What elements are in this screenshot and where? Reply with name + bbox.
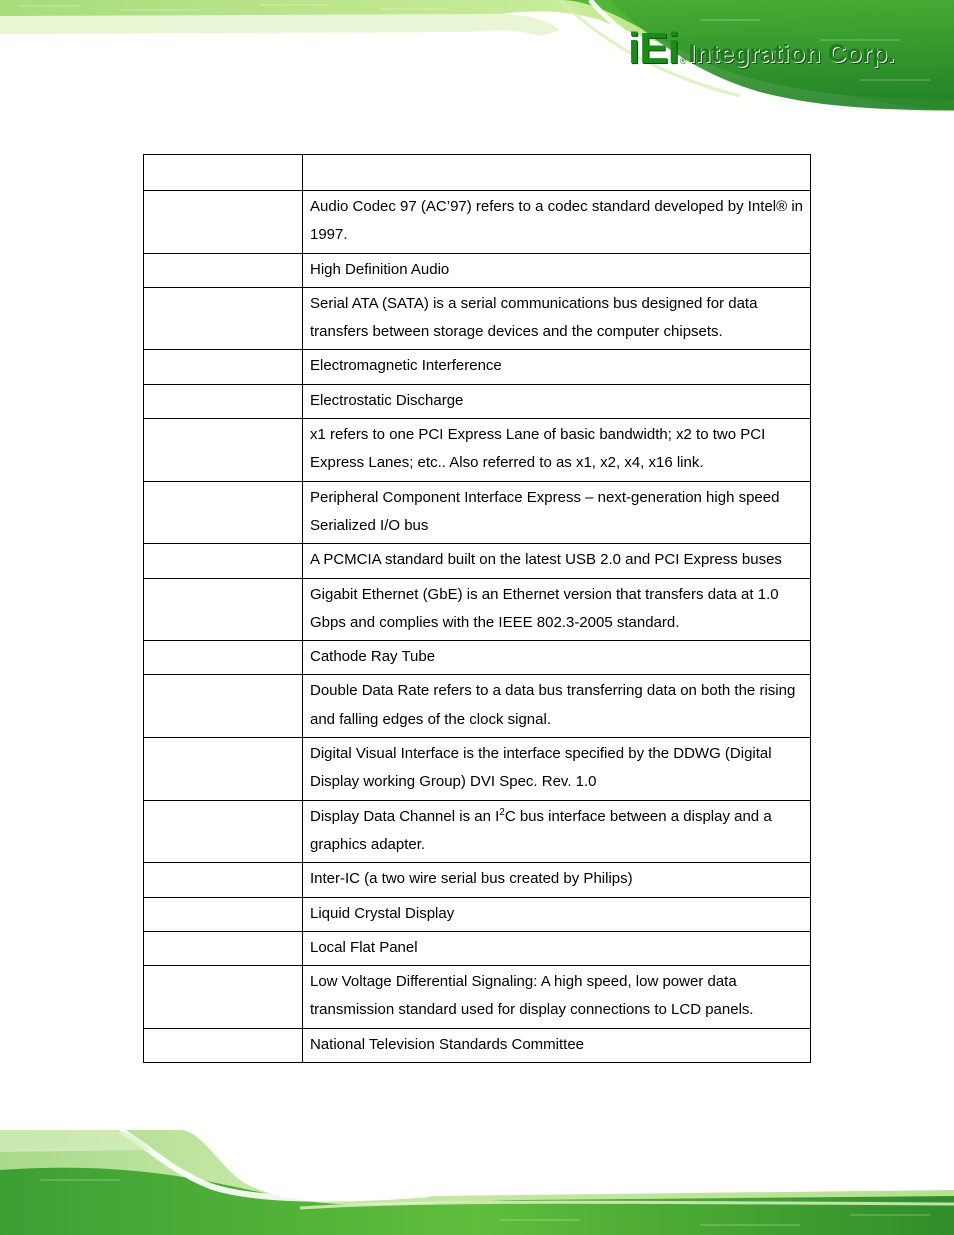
table-header-row	[144, 155, 811, 191]
definition-cell: x1 refers to one PCI Express Lane of basic bandwidth; x2 to two PCI Express Lanes; etc.. Also referred to as x1, x2, x4, x16 link.	[303, 419, 811, 482]
table-row	[144, 738, 811, 801]
definition-cell: Digital Visual Interface is the interface specified by the DDWG (Digital Display working Group) DVI Spec. Rev. 1.0	[303, 738, 811, 801]
definition-cell: Local Flat Panel	[303, 931, 811, 965]
glossary-table	[143, 154, 811, 1063]
term-cell	[144, 966, 303, 1029]
term-cell	[144, 863, 303, 897]
table-row	[144, 966, 811, 1029]
table-row	[144, 481, 811, 544]
definition-cell: Liquid Crystal Display	[303, 897, 811, 931]
definition-cell: Low Voltage Differential Signaling: A high speed, low power data transmission standard used for display connections to LCD panels.	[303, 966, 811, 1029]
definition-cell: Gigabit Ethernet (GbE) is an Ethernet version that transfers data at 1.0 Gbps and complies with the IEEE 802.3-2005 standard.	[303, 578, 811, 641]
definition-cell: Audio Codec 97 (AC’97) refers to a codec standard developed by Intel® in 1997.	[303, 191, 811, 254]
definition-text-before: Display Data Channel is an I	[310, 807, 500, 825]
definition-cell: A PCMCIA standard built on the latest USB 2.0 and PCI Express buses	[303, 544, 811, 578]
logo-registered-mark: ®	[679, 56, 687, 66]
term-cell	[144, 419, 303, 482]
term-cell	[144, 481, 303, 544]
table-row	[144, 419, 811, 482]
definition-cell: Double Data Rate refers to a data bus transferring data on both the rising and falling edges of the clock signal.	[303, 675, 811, 738]
definition-text-after: C bus interface between a display and a graphics adapter.	[310, 807, 772, 853]
term-cell	[144, 384, 303, 418]
term-cell	[144, 191, 303, 254]
table-row	[144, 675, 811, 738]
table-row	[144, 863, 811, 897]
definition-cell: Inter-IC (a two wire serial bus created by Philips)	[303, 863, 811, 897]
term-cell	[144, 1028, 303, 1062]
logo-mark-prefix: iE	[628, 24, 668, 73]
page-header-banner	[0, 0, 954, 115]
table-row	[144, 384, 811, 418]
table-row	[144, 544, 811, 578]
table-row	[144, 578, 811, 641]
table-row	[144, 897, 811, 931]
term-cell	[144, 287, 303, 350]
definition-cell: Electrostatic Discharge	[303, 384, 811, 418]
page-footer-banner	[0, 1130, 954, 1235]
table-row	[144, 253, 811, 287]
definition-cell	[303, 800, 811, 863]
table-header-cell-term	[144, 155, 303, 191]
definition-cell: Electromagnetic Interference	[303, 350, 811, 384]
table-row	[144, 191, 811, 254]
term-cell	[144, 675, 303, 738]
definition-cell: High Definition Audio	[303, 253, 811, 287]
term-cell	[144, 800, 303, 863]
table-row	[144, 287, 811, 350]
table-row	[144, 800, 811, 863]
definition-cell: Serial ATA (SATA) is a serial communications bus designed for data transfers between storage devices and the computer chipsets.	[303, 287, 811, 350]
term-cell	[144, 738, 303, 801]
term-cell	[144, 897, 303, 931]
term-cell	[144, 350, 303, 384]
logo-company-name: Integration Corp.	[688, 39, 895, 68]
table-row	[144, 931, 811, 965]
definition-cell: Peripheral Component Interface Express – next-generation high speed Serialized I/O bus	[303, 481, 811, 544]
table-row	[144, 1028, 811, 1062]
term-cell	[144, 578, 303, 641]
definition-cell: National Television Standards Committee	[303, 1028, 811, 1062]
term-cell	[144, 253, 303, 287]
superscript-2: 2	[499, 806, 505, 818]
term-cell	[144, 544, 303, 578]
footer-swoosh-graphic	[0, 1130, 954, 1235]
logo-mark-suffix: i	[667, 24, 679, 73]
table-row	[144, 350, 811, 384]
company-logo	[628, 24, 895, 74]
table-row	[144, 641, 811, 675]
table-header-cell-definition	[303, 155, 811, 191]
logo-mark	[628, 24, 679, 74]
definition-cell: Cathode Ray Tube	[303, 641, 811, 675]
term-cell	[144, 641, 303, 675]
term-cell	[144, 931, 303, 965]
